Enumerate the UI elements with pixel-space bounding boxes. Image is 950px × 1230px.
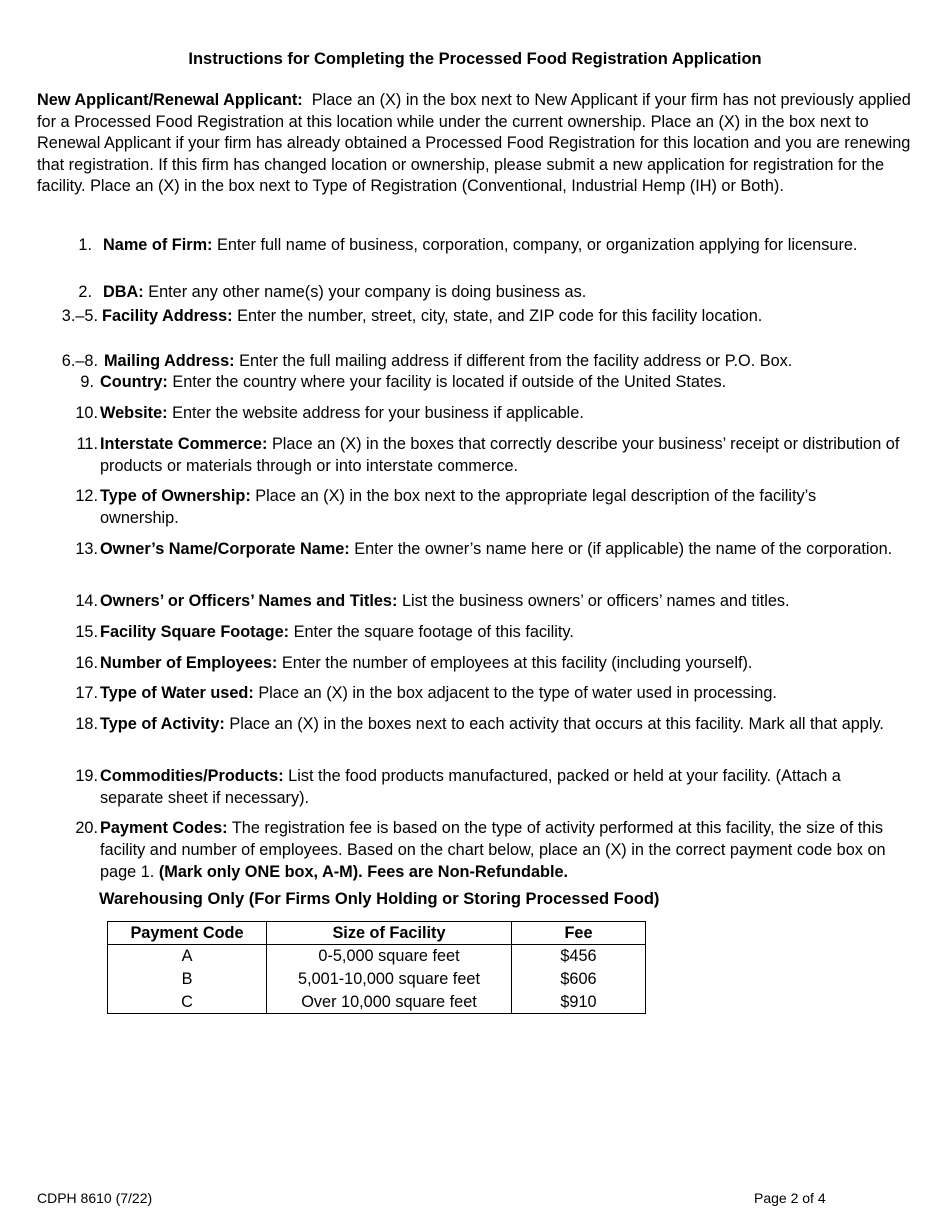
item-term: Commodities/Products: xyxy=(100,767,284,785)
item-number: 20. xyxy=(75,819,98,837)
item-text: Place an (X) in the box next to the appropriate legal description of the facility’s ownership. xyxy=(100,487,817,527)
item-body xyxy=(104,350,924,372)
cell-fee: $606 xyxy=(512,968,646,991)
item-term: Type of Water used: xyxy=(100,684,254,702)
item-text: Enter the number, street, city, state, and ZIP code for this facility location. xyxy=(237,307,763,325)
fee-table xyxy=(107,921,646,1014)
item-text: The registration fee is based on the type of activity performed at this facility, the size of this facility and number of employees. Based on the chart below, place an (X) in the correct payment code box on page 1. xyxy=(100,819,886,881)
item-body xyxy=(100,402,910,424)
item-text: Place an (X) in the boxes next to each activity that occurs at this facility. Mark all that apply. xyxy=(229,715,884,733)
item-text: Enter the country where your facility is located if outside of the United States. xyxy=(172,373,727,391)
item-term: Facility Address: xyxy=(102,307,233,325)
item-term: Type of Activity: xyxy=(100,715,225,733)
item-number: 13. xyxy=(75,540,98,558)
header-size-of-facility: Size of Facility xyxy=(267,922,512,945)
item-text: Place an (X) in the boxes that correctly describe your business’ receipt or distribution of products or materials through or into interstate commerce. xyxy=(100,435,900,475)
item-number: 3.–5. xyxy=(61,307,98,325)
cell-fee: $456 xyxy=(512,945,646,969)
item-term: Interstate Commerce: xyxy=(100,435,268,453)
item-body xyxy=(100,713,915,735)
cell-size: 0-5,000 square feet xyxy=(267,945,512,969)
intro-text: Place an (X) in the box next to New Applicant if your firm has not previously applied for a Processed Food Registration at this location while under the current ownership. Place an (X) in the box next to Renewal Applicant if your firm has already obtained a Processed Food Registration for this location and you are renewing that registration. If this firm has changed location or ownership, please submit a new application for registration for the facility. Place an (X) in the box next to Type of Registration (Conventional, Industrial Hemp (IH) or Both). xyxy=(37,91,911,196)
item-body xyxy=(100,817,915,883)
intro-lead: New Applicant/Renewal Applicant: xyxy=(37,91,303,109)
cell-size: Over 10,000 square feet xyxy=(267,991,512,1014)
cell-fee: $910 xyxy=(512,991,646,1014)
item-body xyxy=(103,281,903,303)
item-body xyxy=(100,433,915,477)
item-term: Mailing Address: xyxy=(104,352,235,370)
item-number: 11. xyxy=(76,435,98,453)
item-term: Website: xyxy=(100,404,168,422)
page-title: Instructions for Completing the Processed Food Registration Application xyxy=(188,50,762,68)
item-term: Owner’s Name/Corporate Name: xyxy=(100,540,350,558)
header-payment-code: Payment Code xyxy=(108,922,267,945)
item-body xyxy=(100,682,910,704)
item-term: Name of Firm: xyxy=(103,236,213,254)
item-body xyxy=(100,765,875,809)
item-number: 16. xyxy=(75,654,98,672)
item-text: Enter the website address for your business if applicable. xyxy=(172,404,584,422)
item-body xyxy=(101,305,791,327)
item-text: Enter the owner’s name here or (if applicable) the name of the corporation. xyxy=(354,540,893,558)
item-number: 15. xyxy=(75,623,98,641)
item-number: 14. xyxy=(75,592,98,610)
table-row xyxy=(108,968,646,991)
item-number: 17. xyxy=(75,684,98,702)
item-body xyxy=(100,485,875,529)
cell-payment-code: C xyxy=(108,991,267,1014)
table-row xyxy=(108,945,646,969)
item-text: Place an (X) in the box adjacent to the type of water used in processing. xyxy=(258,684,777,702)
cell-payment-code: A xyxy=(108,945,267,969)
item-text: Enter any other name(s) your company is doing business as. xyxy=(148,283,587,301)
warehousing-title: Warehousing Only (For Firms Only Holding or Storing Processed Food) xyxy=(99,890,660,908)
table-header-row xyxy=(108,922,646,945)
item-body xyxy=(100,621,910,643)
item-number: 19. xyxy=(75,767,98,785)
item-number: 1. xyxy=(78,236,92,254)
item-term: Facility Square Footage: xyxy=(100,623,290,641)
page-number: Page 2 of 4 xyxy=(754,1190,826,1206)
cell-payment-code: B xyxy=(108,968,267,991)
intro-paragraph xyxy=(37,90,917,198)
item-number: 10. xyxy=(75,404,98,422)
item-number: 18. xyxy=(75,715,98,733)
item-term: Owners’ or Officers’ Names and Titles: xyxy=(100,592,398,610)
header-fee: Fee xyxy=(512,922,646,945)
item-text: Enter full name of business, corporation, company, or organization applying for licensure. xyxy=(217,236,858,254)
form-id: CDPH 8610 (7/22) xyxy=(37,1190,153,1206)
item-text: List the business owners’ or officers’ names and titles. xyxy=(401,592,790,610)
item-body xyxy=(100,590,920,612)
item-emphasis: (Mark only ONE box, A-M). Fees are Non-Refundable. xyxy=(158,863,569,881)
item-term: Payment Codes: xyxy=(100,819,228,837)
table-row xyxy=(108,991,646,1014)
item-text: List the food products manufactured, packed or held at your facility. (Attach a separate sheet if necessary). xyxy=(100,767,841,807)
item-number: 12. xyxy=(75,487,98,505)
item-body xyxy=(100,371,910,393)
cell-size: 5,001-10,000 square feet xyxy=(267,968,512,991)
item-number: 2. xyxy=(78,283,92,301)
item-number: 6.–8. xyxy=(61,352,98,370)
item-body xyxy=(100,652,910,674)
item-term: Type of Ownership: xyxy=(100,487,251,505)
item-text: Enter the square footage of this facility. xyxy=(293,623,574,641)
item-term: Number of Employees: xyxy=(100,654,278,672)
item-term: DBA: xyxy=(103,283,144,301)
item-text: Enter the number of employees at this facility (including yourself). xyxy=(281,654,753,672)
item-body xyxy=(103,234,903,256)
item-term: Country: xyxy=(100,373,168,391)
item-body xyxy=(100,538,915,560)
item-text: Enter the full mailing address if different from the facility address or P.O. Box. xyxy=(239,352,793,370)
item-number: 9. xyxy=(80,373,94,391)
